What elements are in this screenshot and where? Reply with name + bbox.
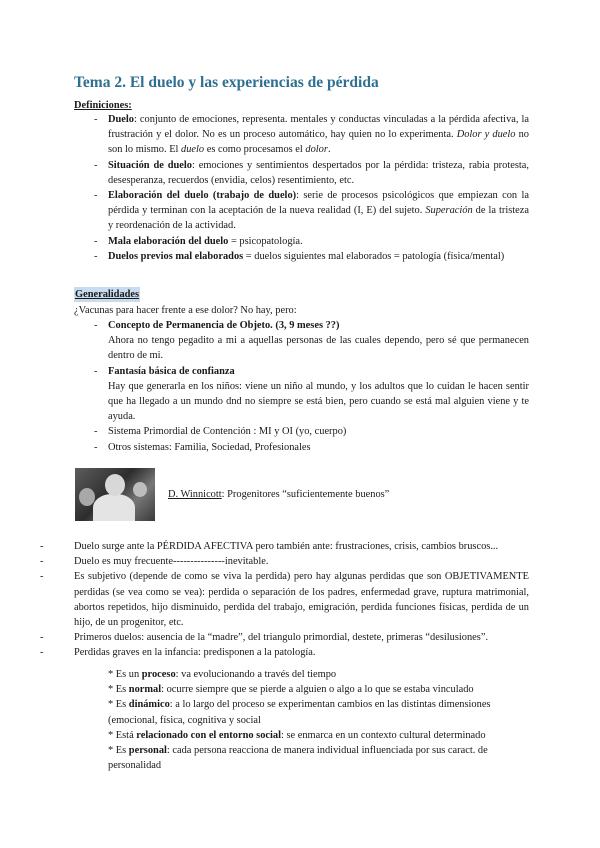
dash-marker: - xyxy=(94,441,98,453)
document-title: Tema 2. El duelo y las experiencias de pérdida xyxy=(74,74,379,91)
definiciones-list xyxy=(74,112,529,264)
definition-term: Elaboración del duelo (trabajo de duelo) xyxy=(108,190,297,202)
generalidades-text: Otros sistemas: Familia, Sociedad, Profesionales xyxy=(108,441,311,453)
dash-marker: - xyxy=(94,426,98,438)
dash-marker: - xyxy=(40,632,44,644)
characteristic-text: : ocurre siempre que se pierde a alguien o algo a lo que se estaba vinculado xyxy=(161,684,474,696)
characteristic-term: proceso xyxy=(141,669,176,680)
generalidades-term: Fantasía básica de confianza xyxy=(108,365,235,377)
photo-figure xyxy=(105,474,125,496)
dash-marker: - xyxy=(94,250,98,262)
definition-item-duelo xyxy=(74,112,529,158)
characteristic-term: relacionado con el entorno social xyxy=(136,729,281,741)
definition-term: Duelo xyxy=(108,114,134,125)
winnicott-text: : Progenitores “suficientemente buenos” xyxy=(221,489,390,500)
main-dash-list xyxy=(40,539,529,661)
characteristic-prefix: * Es xyxy=(108,745,129,757)
characteristic-item xyxy=(108,743,533,773)
list-item xyxy=(40,630,529,645)
generalidades-item-otros-sistemas xyxy=(74,440,529,455)
characteristic-item xyxy=(108,697,533,727)
characteristic-prefix: * Es un xyxy=(108,669,142,680)
dash-marker: - xyxy=(94,320,98,331)
generalidades-text: Sistema Primordial de Contención : MI y OI (yo, cuerpo) xyxy=(108,426,347,438)
photo-figure xyxy=(133,482,147,497)
definition-text: : serie de procesos psicológicos que empiezan con la pérdida y terminan con la aceptación de la nueva realidad (I, E) del sujeto. xyxy=(108,190,529,217)
definition-text: es como procesamos el xyxy=(204,144,306,156)
definition-term: Mala elaboración del duelo xyxy=(108,235,229,247)
characteristic-text: : a lo largo del proceso se experimentan cambios en las distintas dimensiones (emocional, física, cognitiva y social xyxy=(108,699,491,726)
definition-text: . xyxy=(327,144,331,156)
definition-italic: duelo xyxy=(181,144,205,156)
characteristics-list xyxy=(108,667,533,773)
characteristic-item xyxy=(108,682,533,697)
characteristic-text: : va evolucionando a través del tiempo xyxy=(175,669,337,680)
list-item xyxy=(40,539,529,554)
list-item-text: Es subjetivo (depende de como se viva la perdida) pero hay algunas perdidas que son OBJETIVAMENTE perdidas (se vea como se vea): perdida o separación de los padres, enfermedad grave, ruptura matrimonial, abortos repetidos, hijo disminuido, perdida del trabajo, emigración, perdida funciones físicas, perdida de un hijo, de un progenitor, etc. xyxy=(74,571,529,629)
definition-text: no son lo mismo. El xyxy=(108,129,529,156)
generalidades-text: Hay que generarla en los niños: viene un niño al mundo, y los adultos que lo cuidan le hacen sentir que ha llegado a un mundo dnd no siempre se está bien, pero cuando se está mal alguien viene y te ayuda. xyxy=(108,380,529,423)
definition-italic: Dolor y duelo xyxy=(456,129,516,141)
definition-item-duelos-previos xyxy=(74,249,529,264)
dash-marker: - xyxy=(40,647,44,659)
characteristic-text: : se enmarca en un contexto cultural determinado xyxy=(280,729,486,741)
definition-term: Situación de duelo xyxy=(108,159,192,171)
list-item xyxy=(40,554,529,569)
characteristic-term: personal xyxy=(128,745,167,757)
definition-text: = duelos siguientes mal elaborados = patología (física/mental) xyxy=(243,250,505,262)
winnicott-caption xyxy=(168,487,389,502)
dash-marker: - xyxy=(40,556,44,568)
generalidades-item-sistema-primordial xyxy=(74,424,529,439)
winnicott-photo xyxy=(75,468,155,521)
generalidades-term: Concepto de Permanencia de Objeto. (3, 9 meses ??) xyxy=(108,320,340,331)
dash-marker: - xyxy=(94,365,98,377)
list-item-text: Primeros duelos: ausencia de la “madre”, del triangulo primordial, destete, primeras “desilusiones”. xyxy=(74,632,489,644)
definition-italic: Superación xyxy=(425,205,473,217)
dash-marker: - xyxy=(94,114,98,125)
definition-text: = psicopatología. xyxy=(228,235,303,247)
characteristic-item xyxy=(108,667,533,682)
dash-marker: - xyxy=(94,159,98,171)
definition-term: Duelos previos mal elaborados xyxy=(108,250,244,262)
definition-item-mala-elaboracion xyxy=(74,234,529,249)
generalidades-heading: Generalidades xyxy=(75,289,140,300)
characteristic-prefix: * Está xyxy=(108,729,137,741)
definiciones-heading: Definiciones: xyxy=(74,100,132,111)
definition-italic: dolor xyxy=(305,144,328,156)
characteristic-text: : cada persona reacciona de manera individual influenciada por sus caract. de personalidad xyxy=(108,745,488,772)
generalidades-item-fantasia xyxy=(74,364,529,425)
dash-marker: - xyxy=(94,235,98,247)
dash-marker: - xyxy=(40,571,44,583)
definition-text: : emociones y sentimientos despertados por la pérdida: tristeza, rabia protesta, desesperanza, recuerdos (envidia, celos) resentimiento, etc. xyxy=(108,159,529,186)
photo-figure xyxy=(93,494,135,521)
definition-item-situacion xyxy=(74,158,529,188)
generalidades-intro: ¿Vacunas para hacer frente a ese dolor? No hay, pero: xyxy=(74,305,297,316)
characteristic-term: dinámico xyxy=(128,699,170,711)
definition-item-elaboracion xyxy=(74,188,529,234)
generalidades-item-permanencia xyxy=(74,318,529,364)
characteristic-prefix: * Es xyxy=(108,684,129,696)
dash-marker: - xyxy=(94,190,98,202)
definition-text: de la tristeza y reordenación de la actividad. xyxy=(108,205,529,232)
list-item-text: Duelo surge ante la PÉRDIDA AFECTIVA pero también ante: frustraciones, crisis, cambios bruscos... xyxy=(74,541,499,552)
list-item xyxy=(40,645,529,660)
winnicott-name: D. Winnicott xyxy=(168,489,222,500)
generalidades-text: Ahora no tengo pegadito a mi a aquellas personas de las cuales dependo, pero sé que permanecen dentro de mi. xyxy=(108,335,529,362)
list-item-text: Duelo es muy frecuente---------------inevitable. xyxy=(74,556,269,568)
characteristic-prefix: * Es xyxy=(108,699,129,711)
generalidades-list xyxy=(74,318,529,455)
dash-marker: - xyxy=(40,541,44,552)
list-item-text: Perdidas graves en la infancia: predisponen a la patología. xyxy=(74,647,316,659)
list-item xyxy=(40,569,529,630)
definition-text: : conjunto de emociones, representa. mentales y conductas vinculadas a la pérdida afectiva, la frustración y el dolor. No es un proceso automático, hay quien no lo experimenta. xyxy=(108,114,529,141)
characteristic-item xyxy=(108,728,533,743)
characteristic-term: normal xyxy=(128,684,162,696)
